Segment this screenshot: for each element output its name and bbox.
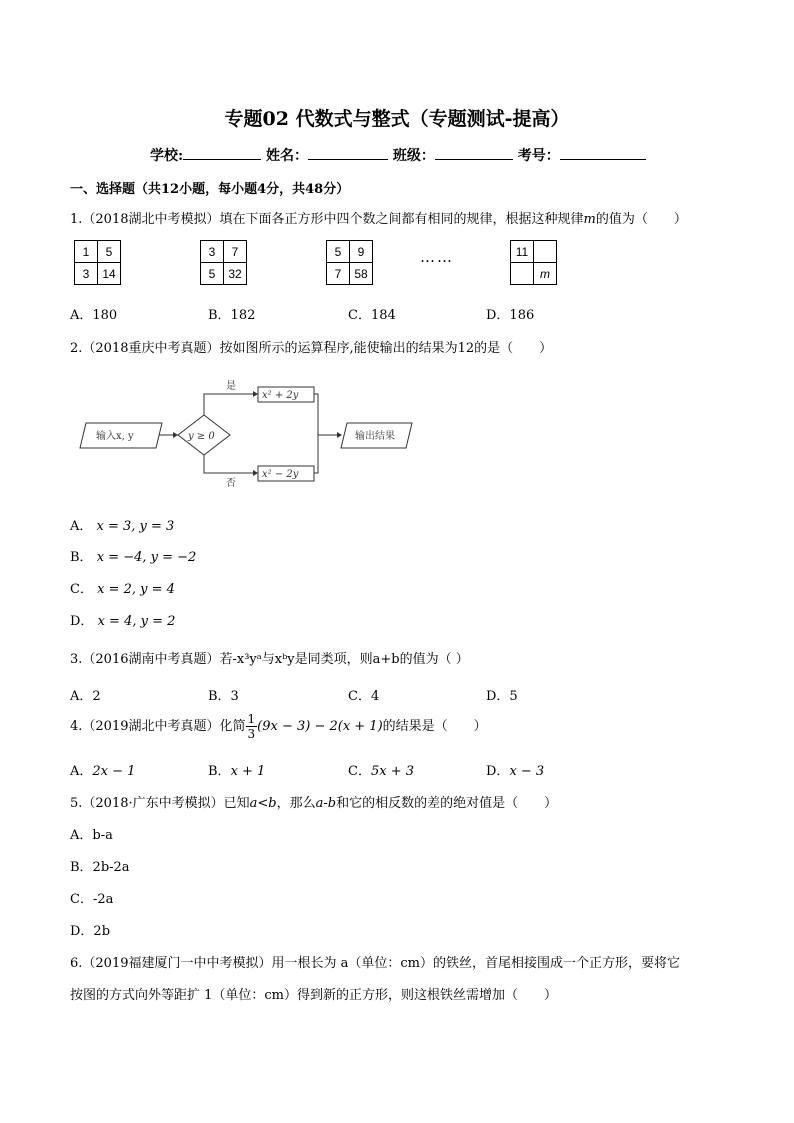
number-label: 考号：: [517, 148, 560, 164]
flowchart: [76, 378, 416, 488]
question-1: [70, 208, 687, 227]
name-blank[interactable]: [308, 145, 388, 160]
question-6-line-1: 6.（2019福建厦门一中中考模拟）用一根长为 a（单位：cm）的铁丝，首尾相接围成一个正方形，要将它: [70, 956, 680, 971]
flow-output-label: 输出结果: [355, 431, 395, 442]
q4-option-a[interactable]: A．2x − 1: [70, 764, 136, 779]
q1-option-c[interactable]: C．184: [348, 308, 396, 323]
q1-option-a[interactable]: A．180: [70, 308, 118, 323]
q3-option-c[interactable]: C．4: [348, 689, 380, 704]
q5-option-b[interactable]: B．2b-2a: [70, 860, 130, 875]
q3-option-a[interactable]: A．2: [70, 689, 101, 704]
number-square-3: 5 9 7 58: [326, 240, 373, 285]
school-label: 学校:: [150, 148, 184, 164]
student-info-line: [150, 145, 646, 165]
q4-option-b[interactable]: B．x + 1: [208, 764, 266, 779]
q2-option-b[interactable]: B． x = −4, y = −2: [70, 550, 197, 565]
q5-option-c[interactable]: C．-2a: [70, 892, 114, 907]
school-blank[interactable]: [183, 145, 261, 160]
question-4: [70, 712, 487, 741]
name-label: 姓名：: [266, 148, 309, 164]
q1-option-d[interactable]: D．186: [486, 308, 535, 323]
question-1-text: 1.（2018湖北中考模拟）填在下面各正方形中四个数之间都有相同的规律，根据这种规律: [70, 212, 584, 227]
flow-yes-label: 是: [226, 381, 236, 392]
question-2: 2.（2018重庆中考真题）按如图所示的运算程序,能使输出的结果为12的是（ ）: [70, 341, 553, 356]
q5-option-a[interactable]: A．b-a: [70, 828, 113, 843]
question-3: 3.（2016湖南中考真题）若-x³yᵃ与xᵇy是同类项，则a+b的值为（ ）: [70, 652, 469, 667]
q2-option-c[interactable]: C． x = 2, y = 4: [70, 582, 175, 597]
question-1-text-end: 的值为（ ）: [595, 212, 687, 227]
number-square-1: 1 5 3 14: [74, 240, 121, 285]
number-blank[interactable]: [560, 145, 646, 160]
question-5: 5.（2018·广东中考模拟）已知a<b，那么a-b和它的相反数的差的绝对值是（ ）: [70, 796, 558, 811]
fraction: $\frac{1}{3}$: [247, 712, 256, 741]
question-4-expr: (9x − 3) − 2(x + 1): [257, 719, 383, 734]
flow-input-label: 输入x, y: [96, 431, 134, 442]
q3-option-d[interactable]: D．5: [486, 689, 518, 704]
question-4-text: 4.（2019湖北中考真题）化简: [70, 719, 246, 734]
flow-top-expr: x² + 2y: [262, 390, 299, 401]
q2-option-a[interactable]: A． x = 3, y = 3: [70, 519, 175, 534]
flow-no-label: 否: [226, 478, 236, 488]
q5-option-d[interactable]: D．2b: [70, 924, 111, 939]
q2-option-d[interactable]: D． x = 4, y = 2: [70, 614, 176, 629]
q4-option-c[interactable]: C．5x + 3: [348, 764, 414, 779]
number-square-4: 11 m: [510, 240, 557, 285]
q3-option-b[interactable]: B．3: [208, 689, 239, 704]
q1-option-b[interactable]: B．182: [208, 308, 256, 323]
question-1-var: m: [583, 212, 596, 227]
flow-bottom-expr: x² − 2y: [262, 469, 299, 480]
class-label: 班级：: [392, 148, 435, 164]
question-6-line-2: 按图的方式向外等距扩 1（单位：cm）得到新的正方形，则这根铁丝需增加（ ）: [70, 988, 558, 1003]
page-title: 专题02 代数式与整式（专题测试-提高）: [224, 108, 570, 130]
number-square-2: 3 7 5 32: [200, 240, 247, 285]
question-4-text-end: 的结果是（ ）: [382, 719, 487, 734]
class-blank[interactable]: [435, 145, 513, 160]
q4-option-d[interactable]: D．x − 3: [486, 764, 545, 779]
ellipsis: ……: [420, 248, 454, 266]
flow-condition-label: y ≥ 0: [188, 431, 215, 442]
section-heading: 一、选择题（共12小题，每小题4分，共48分）: [70, 182, 350, 197]
